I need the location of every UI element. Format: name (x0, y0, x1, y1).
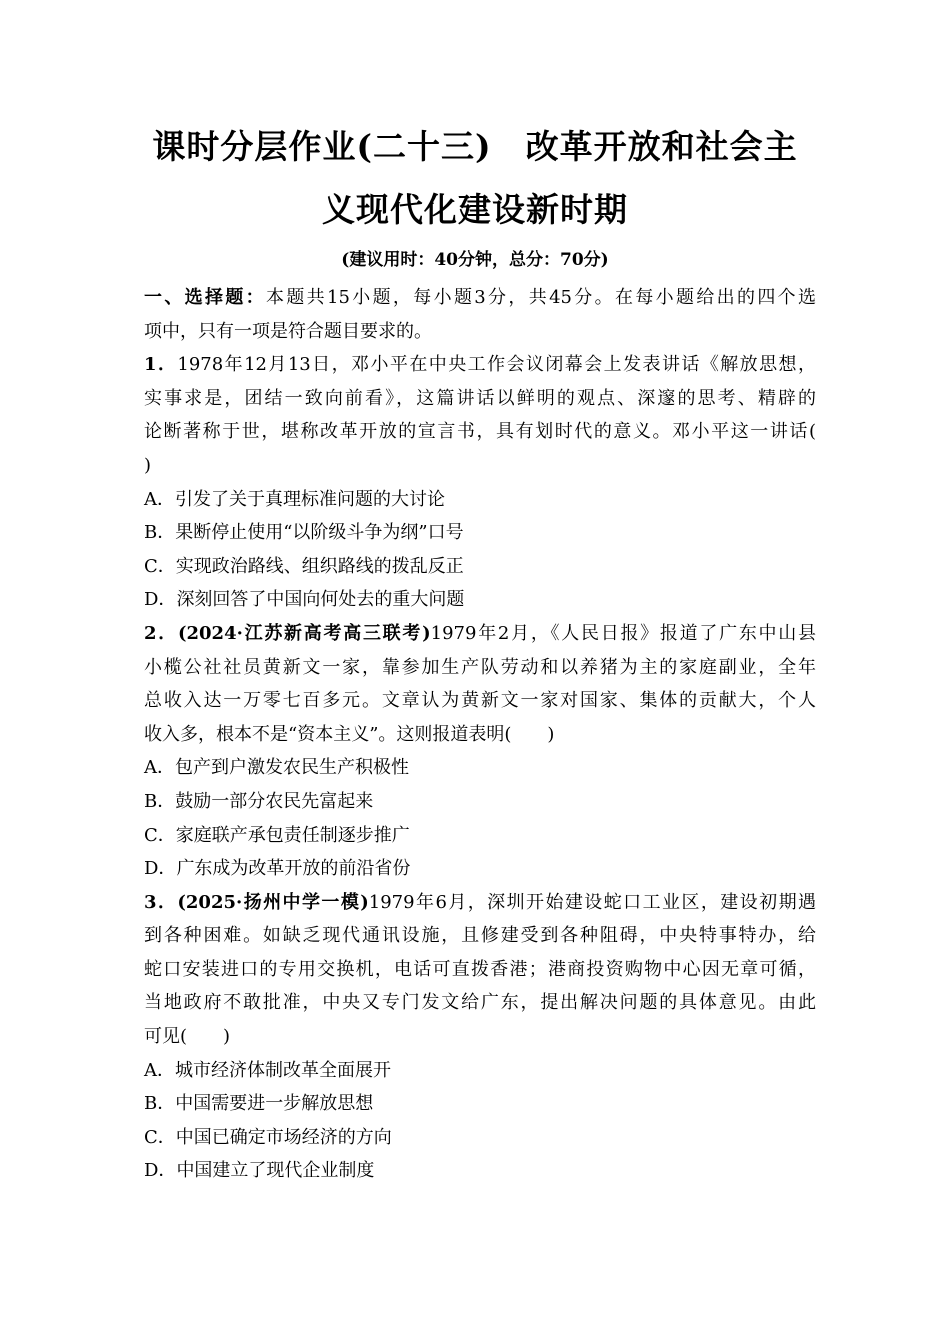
page-title-line-2: 义现代化建设新时期 (322, 190, 628, 229)
question-3-stem-line-3: 蛇口安装进口的专用交换机，电话可直拨香港；港商投资购物中心因无章可循， (144, 958, 816, 980)
option-text: 广东成为改革开放的前沿省份 (176, 858, 411, 880)
option-letter: D． (144, 858, 177, 880)
question-3-stem-line-4: 当地政府不敢批准，中央又专门发文给广东，提出解决问题的具体意见。由此 (144, 992, 816, 1014)
option-letter: D． (144, 1160, 177, 1182)
option-letter: A． (144, 1059, 175, 1081)
option-letter: A． (144, 757, 175, 779)
option-text: 城市经济体制改革全面展开 (175, 1059, 391, 1081)
question-2-stem-line-4: 收入多，根本不是“资本主义”。这则报道表明( ) (144, 723, 555, 745)
question-1-stem-line-2: 实事求是，团结一致向前看》，这篇讲话以鲜明的观点、深邃的思考、精辟的 (144, 387, 816, 409)
option-text: 引发了关于真理标准问题的大讨论 (175, 488, 445, 510)
section-intro-line-2: 项中，只有一项是符合题目要求的。 (144, 320, 432, 342)
question-3-option-d[interactable] (144, 1154, 816, 1188)
question-number: 1． (144, 354, 178, 376)
question-source: (2024·江苏新高考高三联考) (177, 622, 431, 644)
question-1-option-d[interactable] (144, 583, 816, 617)
question-stem-text: 1979年2月，《人民日报》报道了广东中山县 (430, 622, 816, 644)
question-3-option-a[interactable] (144, 1054, 816, 1088)
question-2-stem-line-1 (144, 617, 816, 651)
option-letter: C． (144, 824, 176, 846)
question-source: (2025·扬州中学一模) (177, 891, 369, 913)
option-text: 中国建立了现代企业制度 (176, 1160, 375, 1182)
option-letter: C． (144, 555, 176, 577)
question-2-option-b[interactable] (144, 785, 816, 819)
question-1-option-a[interactable] (144, 483, 816, 517)
option-text: 中国已确定市场经济的方向 (175, 1126, 392, 1148)
question-2-option-d[interactable] (144, 852, 816, 886)
section-heading: 一、选择题： (144, 287, 267, 308)
question-stem-text: 1978年12月13日，邓小平在中央工作会议闭幕会上发表讲话《解放思想， (177, 354, 816, 376)
question-1-option-b[interactable] (144, 516, 816, 550)
option-letter: D． (144, 589, 177, 611)
question-number: 2． (144, 622, 178, 644)
section-intro-text: 本题共15小题，每小题3分，共45分。在每小题给出的四个选 (266, 287, 816, 308)
question-number: 3． (144, 891, 178, 913)
option-text: 深刻回答了中国向何处去的重大问题 (176, 589, 465, 611)
option-letter: B． (144, 790, 176, 812)
question-1-stem-line-3: 论断著称于世，堪称改革开放的宣言书，具有划时代的意义。邓小平这一讲话( (144, 421, 816, 443)
option-text: 家庭联产承包责任制逐步推广 (175, 824, 410, 846)
option-text: 中国需要进一步解放思想 (175, 1093, 374, 1115)
question-3-option-b[interactable] (144, 1087, 816, 1121)
question-stem-text: 1979年6月，深圳开始建设蛇口工业区，建设初期遇 (368, 891, 816, 913)
question-2-option-a[interactable] (144, 751, 816, 785)
question-2-stem-line-3: 总收入达一万零七百多元。文章认为黄新文一家对国家、集体的贡献大，个人 (144, 690, 816, 712)
option-text: 包产到户激发农民生产积极性 (175, 757, 409, 779)
question-3-stem-line-2: 到各种困难。如缺乏现代通讯设施，且修建受到各种阻碍，中央特事特办，给 (144, 925, 816, 947)
option-letter: A． (144, 488, 175, 510)
exercise-content (144, 281, 816, 1188)
question-3-option-c[interactable] (144, 1121, 816, 1155)
question-1-stem-line-4: ) (144, 454, 152, 476)
page-title-line-1: 课时分层作业(二十三) 改革开放和社会主 (152, 127, 798, 166)
option-text: 鼓励一部分农民先富起来 (175, 790, 374, 812)
section-intro-line-1 (144, 281, 816, 315)
question-3-stem-line-1 (144, 886, 816, 920)
question-2-stem-line-2: 小榄公社社员黄新文一家，靠参加生产队劳动和以养猪为主的家庭副业，全年 (144, 656, 816, 678)
option-text: 果断停止使用“以阶级斗争为纲”口号 (175, 522, 464, 544)
question-2-option-c[interactable] (144, 819, 816, 853)
question-3-stem-line-5: 可见( ) (144, 1026, 231, 1048)
question-1-stem-line-1 (144, 348, 816, 382)
time-and-score-note: (建议用时：40分钟，总分：70分) (341, 250, 609, 270)
question-1-option-c[interactable] (144, 550, 816, 584)
option-letter: B． (144, 1093, 176, 1115)
option-letter: C． (144, 1126, 176, 1148)
option-letter: B． (144, 522, 176, 544)
option-text: 实现政治路线、组织路线的拨乱反正 (175, 555, 464, 577)
